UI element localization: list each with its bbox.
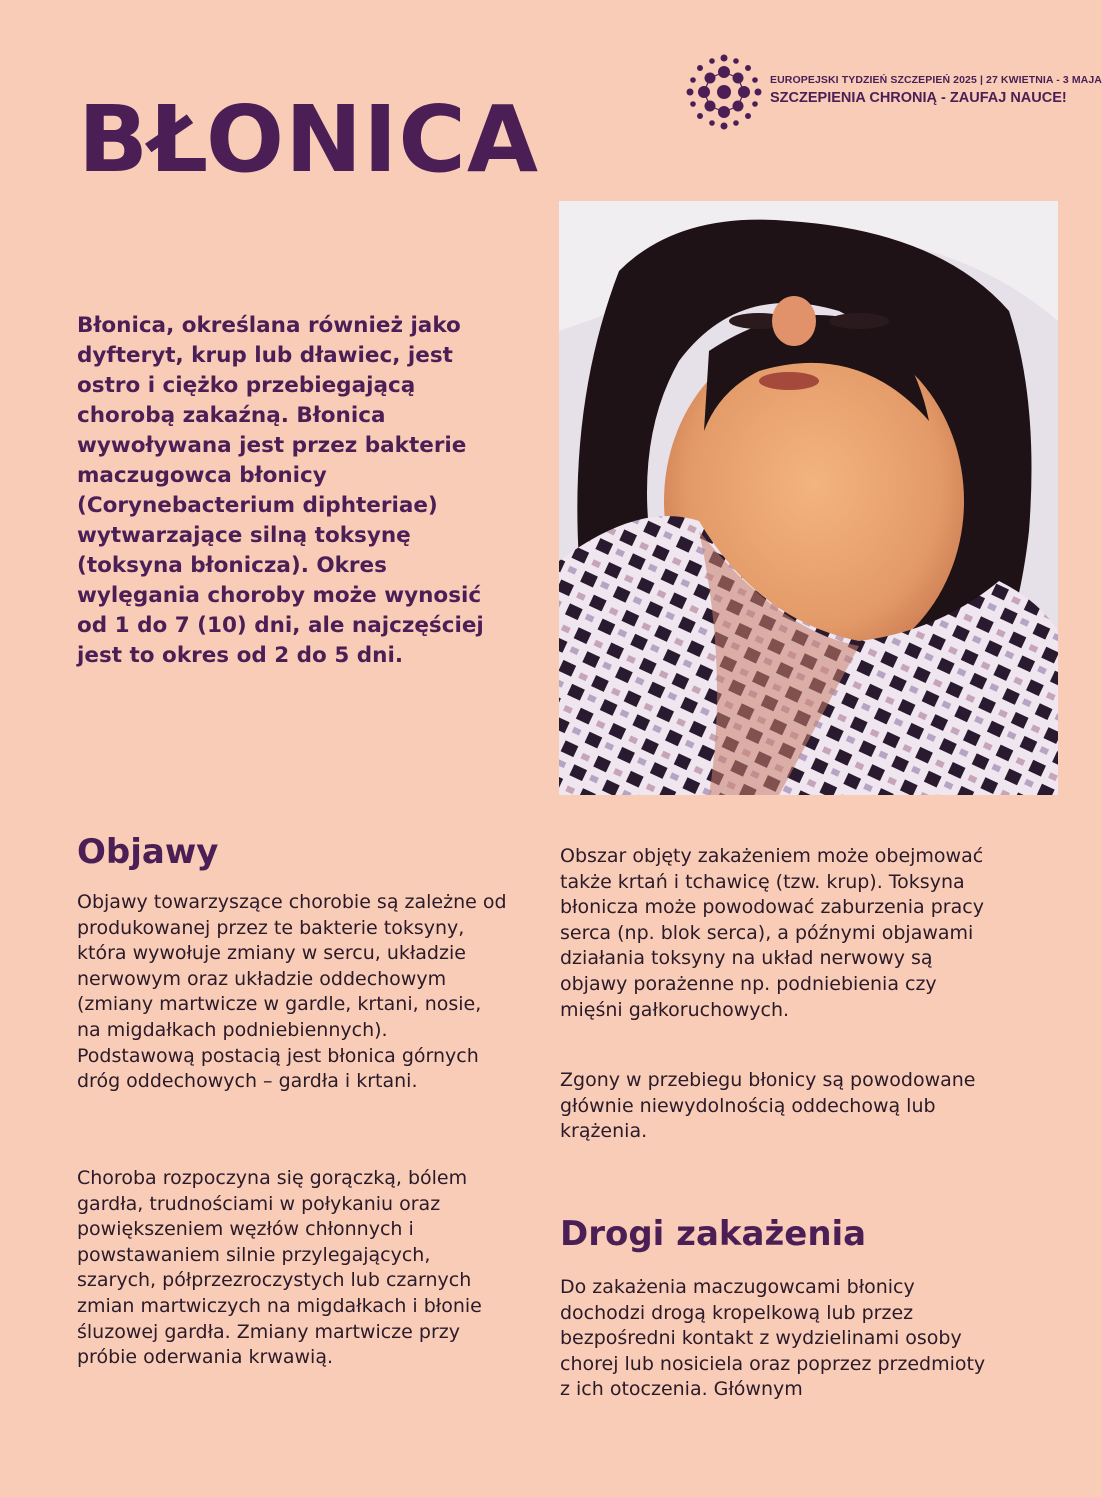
- intro-text: Błonica, określana również jako dyfteryt, krup lub dławiec, jest ostro i ciężko przebiegającą chorobą zakaźną. Błonica wywoływana jest przez bakterie maczugowca błonicy (Corynebacterium diphteriae) wytwarzające silną toksynę (toksyna błonicza). Okres wylęgania choroby może wynosić od 1 do 7 (10) dni, ale najczęściej jest to okres od 2 do 5 dni.: [77, 312, 484, 668]
- drogi-paragraph-1: Do zakażenia maczugowcami błonicy dochodzi drogą kropelkową lub przez bezpośredni kontakt z wydzielinami osoby chorej lub nosiciela oraz poprzez przedmioty z ich otoczenia. Głównym: [560, 1276, 986, 1401]
- patient-photo: [559, 201, 1058, 795]
- molecule-sphere-icon: [684, 52, 764, 132]
- section-heading-objawy: Objawy: [77, 832, 219, 872]
- campaign-dates: EUROPEJSKI TYDZIEŃ SZCZEPIEŃ 2025 | 27 KWIETNIA - 3 MAJA: [770, 74, 1102, 86]
- campaign-logo: [684, 52, 1102, 138]
- objawy-paragraph-3: Obszar objęty zakażeniem może obejmować także krtań i tchawicę (tzw. krup). Toksyna błonicza może powodować zaburzenia pracy serca (np. blok serca), a późnymi objawami działania toksyny na układ nerwowy są objawy porażenne np. podniebienia czy mięśni gałkoruchowych.: [560, 845, 984, 1021]
- page-title: BŁONICA: [78, 86, 540, 193]
- objawy-paragraph-2: Choroba rozpoczyna się gorączką, bólem gardła, trudnościami w połykaniu oraz powiększeniem węzłów chłonnych i powstawaniem silnie przylegających, szarych, półprzezroczystych lub czarnych zmian martwiczych na migdałkach i błonie śluzowej gardła. Zmiany martwicze przy próbie oderwania krwawią.: [77, 1167, 482, 1369]
- section-heading-drogi-zakazenia: Drogi zakażenia: [560, 1214, 867, 1254]
- objawy-paragraph-4: Zgony w przebiegu błonicy są powodowane głównie niewydolnością oddechową lub krążenia.: [560, 1069, 976, 1143]
- campaign-slogan: SZCZEPIENIA CHRONIĄ - ZAUFAJ NAUCE!: [770, 90, 1067, 106]
- objawy-paragraph-1: Objawy towarzyszące chorobie są zależne od produkowanej przez te bakterie toksyny, która wywołuje zmiany w sercu, układzie nerwowym oraz układzie oddechowym (zmiany martwicze w gardle, krtani, nosie, na migdałkach podniebiennych). Podstawową postacią jest błonica górnych dróg oddechowych – gardła i krtani.: [77, 891, 507, 1093]
- child-with-diphtheria-image: [559, 201, 1058, 795]
